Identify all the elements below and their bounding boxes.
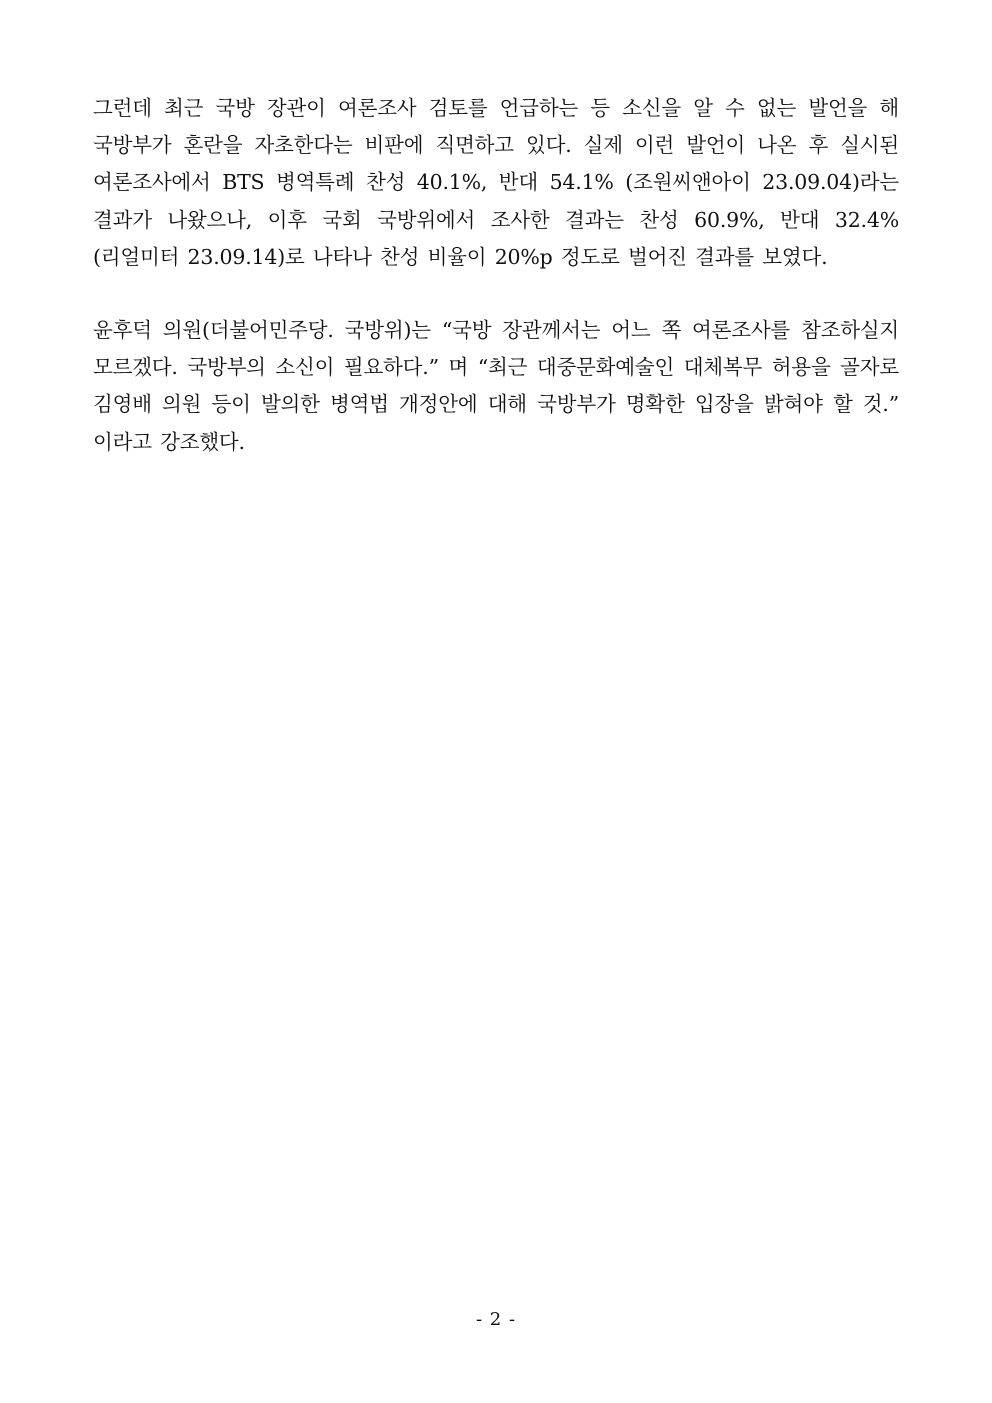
page-number: - 2 - [475, 1309, 517, 1330]
document-body [93, 90, 899, 461]
paragraph-poll-results: 그런데 최근 국방 장관이 여론조사 검토를 언급하는 등 소신을 알 수 없는 발언을 해 국방부가 혼란을 자초한다는 비판에 직면하고 있다. 실제 이런 발언이 나온 후 실시된 여론조사에서 BTS 병역특례 찬성 40.1%, 반대 54.1% (조원씨앤아이 23.09.04)라는 결과가 나왔으나, 이후 국회 국방위에서 조사한 결과는 찬성 60.9%, 반대 32.4% (리얼미터 23.09.14)로 나타나 찬성 비율이 20%p 정도로 벌어진 결과를 보였다. [93, 96, 899, 269]
paragraph-lawmaker-statement: 윤후덕 의원(더불어민주당. 국방위)는 “국방 장관께서는 어느 쪽 여론조사를 참조하실지 모르겠다. 국방부의 소신이 필요하다.” 며 “최근 대중문화예술인 대체복무 허용을 골자로 김영배 의원 등이 발의한 병역법 개정안에 대해 국방부가 명확한 입장을 밝혀야 할 것.” 이라고 강조했다. [93, 318, 899, 454]
